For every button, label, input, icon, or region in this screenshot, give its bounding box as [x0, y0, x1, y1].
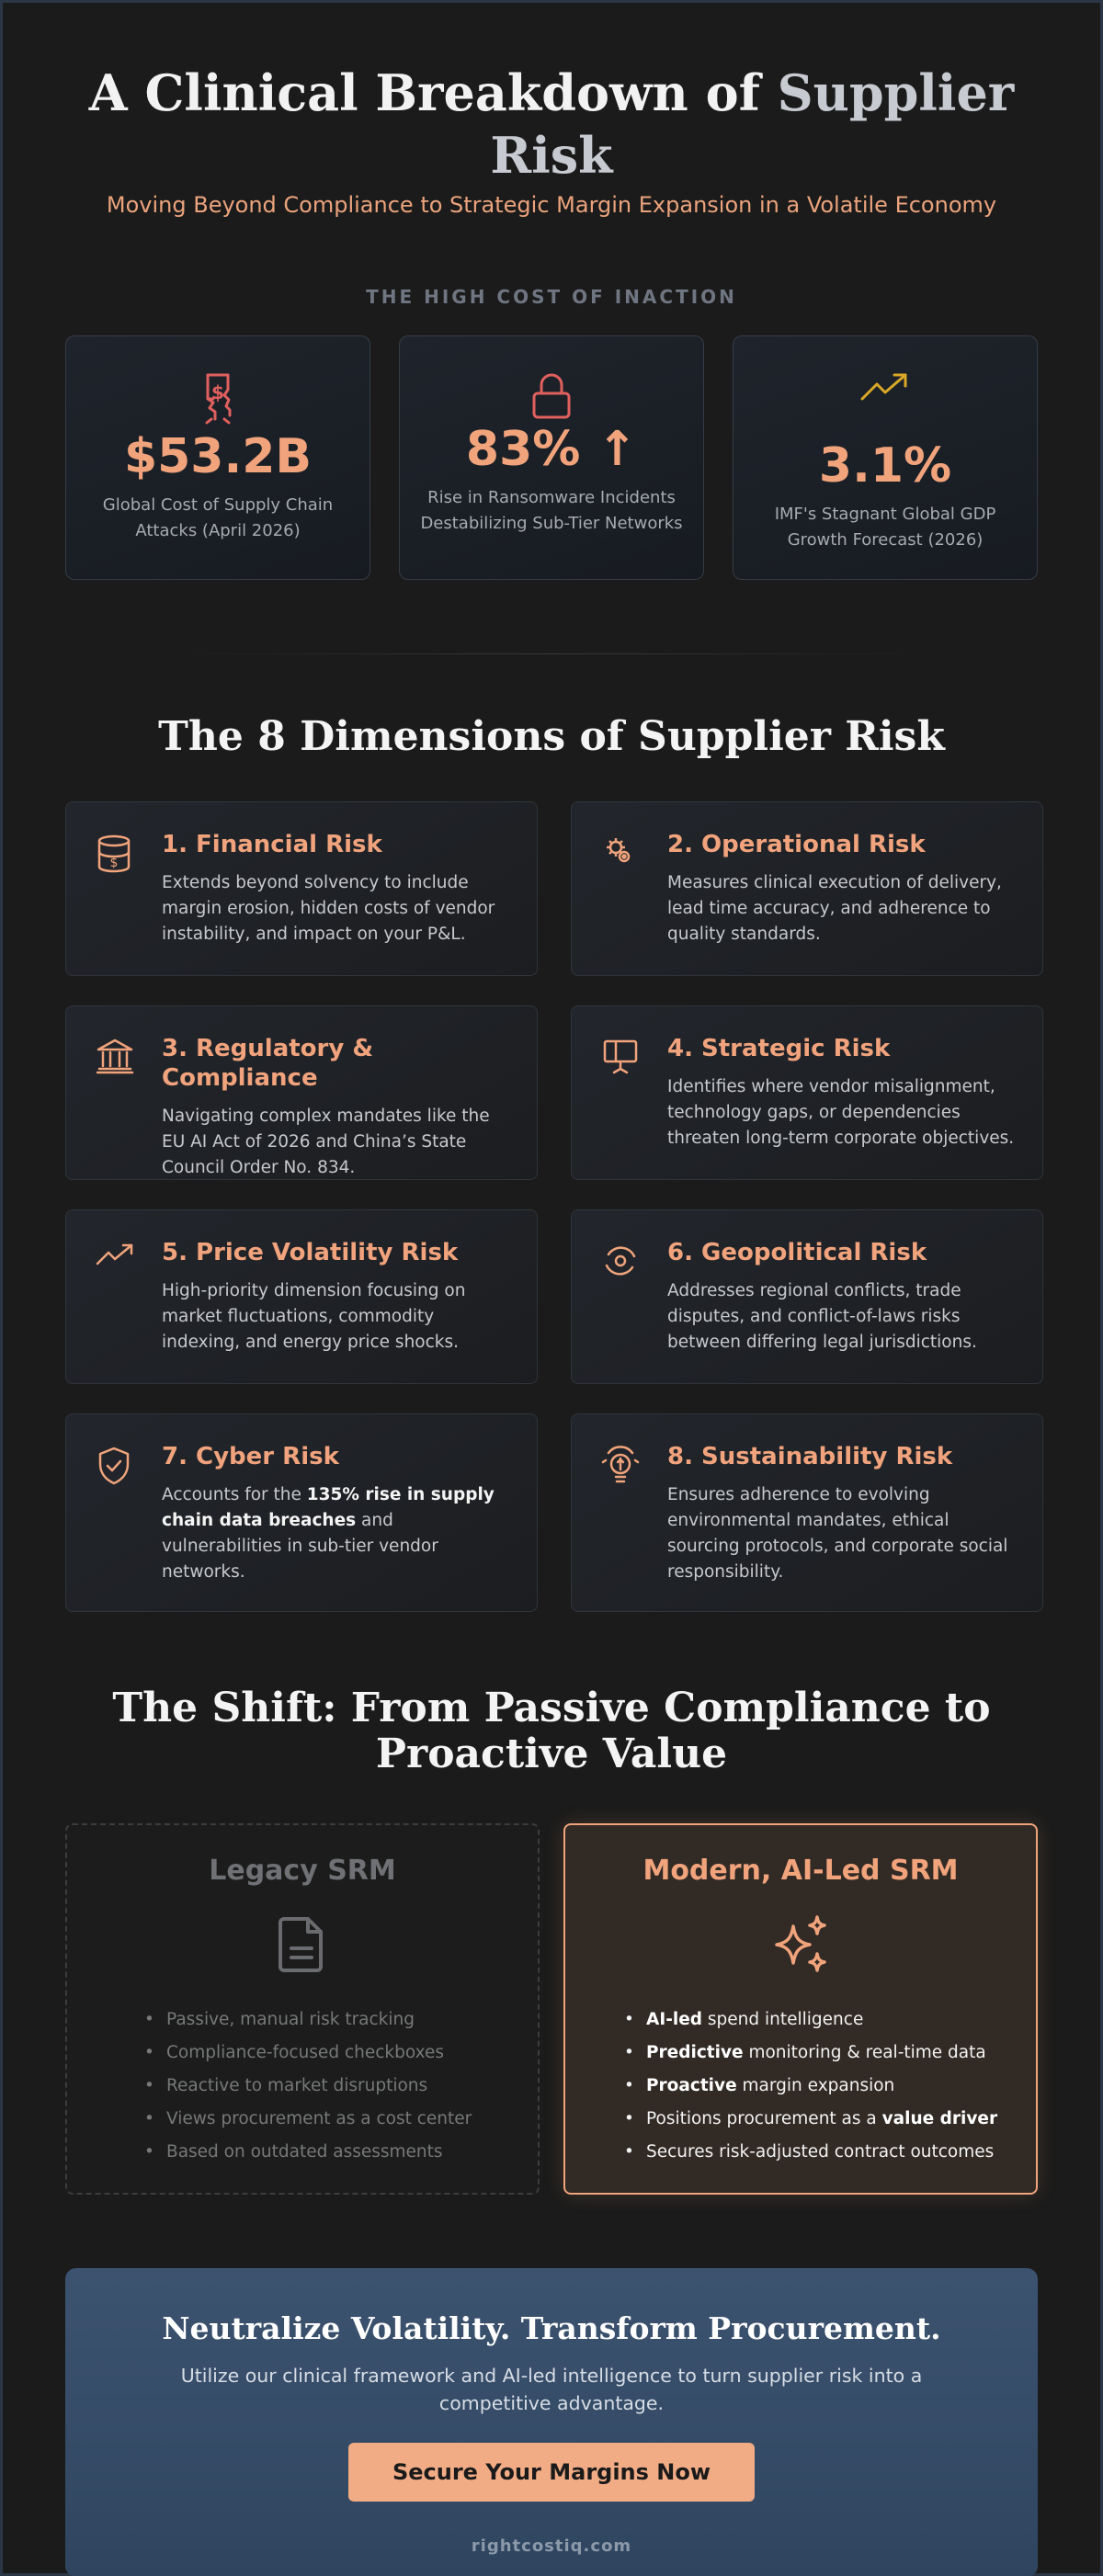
stat-value: 3.1% [818, 438, 952, 494]
target-icon [601, 1238, 640, 1359]
gears-icon [601, 830, 640, 951]
item-text: monitoring & real-time data [743, 2043, 986, 2062]
stat-label: Global Cost of Supply Chain Attacks (April 2026) [102, 495, 334, 540]
dimension-title: 1. Financial Risk [162, 831, 382, 858]
modern-srm-card [563, 1823, 1038, 2195]
dimension-title: 7. Cyber Risk [162, 1443, 339, 1470]
stat-label: IMF's Stagnant Global GDP Growth Forecast (2026) [774, 505, 996, 550]
list-item [622, 2037, 1036, 2070]
shredded-document-icon [66, 371, 370, 430]
shield-check-icon [96, 1442, 134, 1587]
shift-title: The Shift: From Passive Compliance to Proactive Value [112, 1685, 991, 1777]
modern-srm-title: Modern, AI-Led SRM [642, 1855, 959, 1887]
secure-margins-button[interactable]: Secure Your Margins Now [348, 2443, 755, 2502]
dimension-card-operational [571, 801, 1043, 976]
dimension-title: 3. Regulatory & Compliance [162, 1035, 374, 1092]
dimension-desc [162, 1482, 509, 1585]
dimension-card-geopolitical [571, 1209, 1043, 1384]
presentation-icon [601, 1034, 640, 1155]
dimension-title: 8. Sustainability Risk [667, 1443, 953, 1470]
cta-text: Utilize our clinical framework and AI-led intelligence to turn supplier risk into a competitive advantage. [180, 2365, 923, 2414]
sparkles-icon [565, 1913, 1036, 1985]
dimension-desc: Navigating complex mandates like the EU AI Act of 2026 and China’s State Council Order No. 834. [162, 1106, 490, 1177]
list-item [622, 2103, 1036, 2136]
stat-card-attacks-cost [65, 335, 370, 580]
item-bold: Predictive [646, 2043, 744, 2062]
legacy-srm-card [65, 1823, 540, 2195]
stat-card-ransomware [399, 335, 704, 580]
section-divider [175, 653, 928, 654]
page-title [65, 3, 1038, 187]
dimension-desc: Addresses regional conflicts, trade disputes, and conflict-of-laws risks between differing legal jurisdictions. [667, 1281, 977, 1352]
lightbulb-icon [601, 1442, 640, 1587]
list-item: • Based on outdated assessments [142, 2136, 538, 2169]
dimension-desc: Measures clinical execution of delivery, lead time accuracy, and adherence to quality standards. [667, 873, 1002, 944]
item-text: margin expansion [736, 2076, 895, 2095]
cta-panel [65, 2268, 1038, 2576]
dimension-card-regulatory [65, 1005, 538, 1180]
desc-text: Accounts for the [162, 1485, 307, 1504]
legacy-srm-title: Legacy SRM [209, 1855, 396, 1887]
dimension-card-sustainability [571, 1413, 1043, 1612]
title-part-2: Supplier Risk [490, 63, 1015, 185]
document-icon [67, 1913, 538, 1985]
list-item: • Passive, manual risk tracking [142, 2003, 538, 2037]
bank-icon [96, 1034, 134, 1155]
desc-text: and vulnerabilities in sub-tier vendor networks. [162, 1511, 438, 1582]
dimension-title: 2. Operational Risk [667, 831, 926, 858]
list-item [622, 2003, 1036, 2037]
page-subtitle: Moving Beyond Compliance to Strategic Margin Expansion in a Volatile Economy [106, 192, 997, 218]
list-item: • Reactive to market disruptions [142, 2070, 538, 2103]
dimension-card-price-volatility [65, 1209, 538, 1384]
item-text: Secures risk-adjusted contract outcomes [646, 2142, 995, 2162]
item-text: spend intelligence [702, 2010, 864, 2029]
stat-label: Rise in Ransomware Incidents Destabilizing Sub-Tier Networks [420, 488, 683, 533]
stats-row [65, 335, 1038, 580]
list-item [622, 2070, 1036, 2103]
item-bold: value driver [881, 2109, 998, 2128]
coin-stack-icon [96, 830, 134, 951]
dimension-title: 6. Geopolitical Risk [667, 1239, 927, 1266]
dimension-title: 4. Strategic Risk [667, 1035, 891, 1062]
inaction-kicker: THE HIGH COST OF INACTION [366, 286, 737, 308]
dimension-card-strategic [571, 1005, 1043, 1180]
dimension-card-cyber [65, 1413, 538, 1612]
modern-srm-list [565, 2003, 1036, 2169]
trend-up-icon [733, 371, 1037, 430]
site-link[interactable]: rightcostiq.com [471, 2536, 632, 2556]
item-bold: AI-led [646, 2010, 703, 2029]
dimension-desc: Identifies where vendor misalignment, technology gaps, or dependencies threaten long-term corporate objectives. [667, 1077, 1015, 1148]
comparison-row [65, 1823, 1038, 2195]
list-item: • Views procurement as a cost center [142, 2103, 538, 2136]
title-part-1: A Clinical Breakdown of [88, 63, 778, 122]
dimension-desc: Ensures adherence to evolving environmental mandates, ethical sourcing protocols, and corporate social responsibility. [667, 1485, 1008, 1582]
desc-highlight: 135% rise in supply chain data breaches [162, 1485, 495, 1530]
svg-text:$: $ [211, 381, 224, 403]
stat-value: $53.2B [123, 429, 313, 484]
list-item [622, 2136, 1036, 2169]
legacy-srm-list [67, 2003, 538, 2169]
trend-up-icon [96, 1238, 134, 1359]
dimension-desc: Extends beyond solvency to include margin erosion, hidden costs of vendor instability, and impact on your P&L. [162, 873, 495, 944]
dimensions-grid [65, 801, 1038, 1612]
svg-text:$: $ [109, 856, 119, 870]
dimension-desc: High-priority dimension focusing on market fluctuations, commodity indexing, and energy price shocks. [162, 1281, 466, 1352]
dimension-card-financial [65, 801, 538, 976]
item-bold: Proactive [646, 2076, 737, 2095]
cta-title: Neutralize Volatility. Transform Procurement. [162, 2310, 941, 2346]
stat-card-gdp [733, 335, 1038, 580]
list-item: • Compliance-focused checkboxes [142, 2037, 538, 2070]
stat-value: 83% ↑ [465, 422, 638, 477]
dimensions-title: The 8 Dimensions of Supplier Risk [158, 713, 945, 760]
item-text: Positions procurement as a [646, 2109, 882, 2128]
dimension-title: 5. Price Volatility Risk [162, 1239, 459, 1266]
